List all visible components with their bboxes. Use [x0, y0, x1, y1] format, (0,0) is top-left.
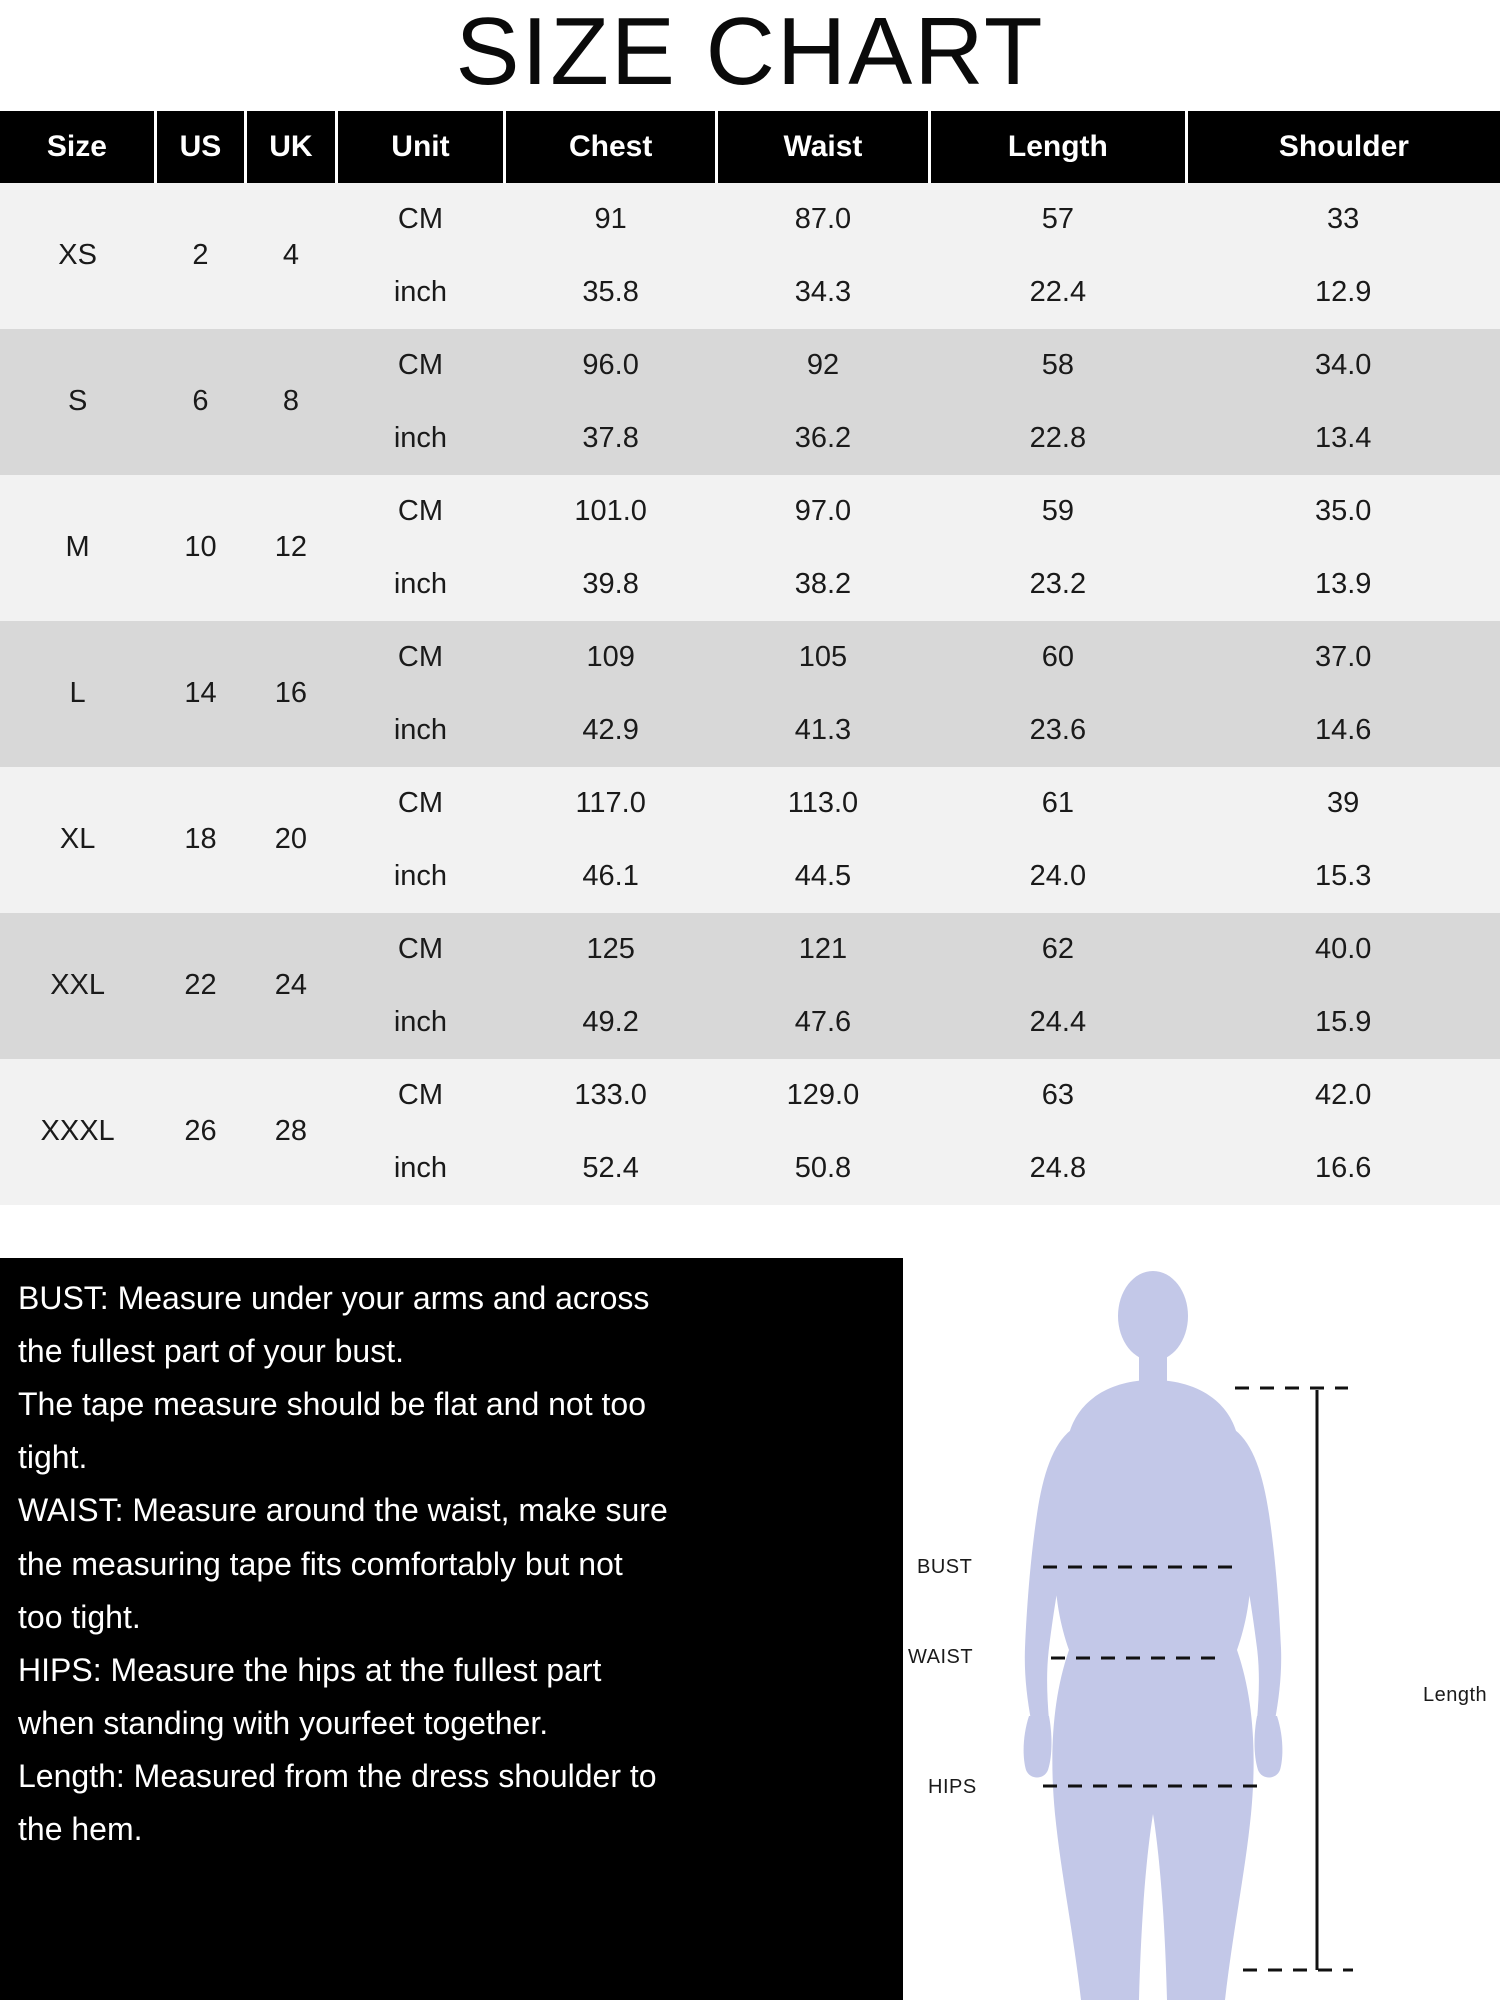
cell-size: XS	[0, 183, 155, 329]
cell-length: 23.2	[929, 548, 1186, 621]
cell-chest: 35.8	[505, 256, 717, 329]
cell-unit: inch	[336, 986, 505, 1059]
cell-waist: 97.0	[717, 475, 930, 548]
cell-length: 62	[929, 913, 1186, 986]
instruction-line: too tight.	[18, 1598, 141, 1635]
cell-uk: 8	[246, 329, 336, 475]
cell-waist: 44.5	[717, 840, 930, 913]
table-row	[0, 621, 1500, 694]
cell-length: 22.4	[929, 256, 1186, 329]
cell-waist: 113.0	[717, 767, 930, 840]
cell-unit: inch	[336, 840, 505, 913]
cell-us: 6	[155, 329, 245, 475]
cell-chest: 125	[505, 913, 717, 986]
cell-unit: CM	[336, 329, 505, 402]
table-row	[0, 913, 1500, 986]
cell-waist: 105	[717, 621, 930, 694]
waist-label: WAIST	[908, 1646, 974, 1668]
cell-length: 63	[929, 1059, 1186, 1132]
cell-shoulder: 15.9	[1186, 986, 1500, 1059]
cell-length: 58	[929, 329, 1186, 402]
column-header-unit: Unit	[336, 111, 505, 183]
cell-unit: CM	[336, 1059, 505, 1132]
cell-shoulder: 42.0	[1186, 1059, 1500, 1132]
table-row	[0, 475, 1500, 548]
table-header-row	[0, 111, 1500, 183]
measurement-instructions	[0, 1258, 903, 2000]
cell-length: 60	[929, 621, 1186, 694]
cell-waist: 38.2	[717, 548, 930, 621]
column-header-waist: Waist	[717, 111, 930, 183]
cell-unit: inch	[336, 548, 505, 621]
instruction-line: BUST: Measure under your arms and across	[18, 1280, 650, 1316]
cell-waist: 47.6	[717, 986, 930, 1059]
cell-shoulder: 12.9	[1186, 256, 1500, 329]
cell-chest: 46.1	[505, 840, 717, 913]
bust-label: BUST	[917, 1556, 973, 1578]
cell-shoulder: 37.0	[1186, 621, 1500, 694]
cell-length: 59	[929, 475, 1186, 548]
cell-length: 23.6	[929, 694, 1186, 767]
cell-chest: 96.0	[505, 329, 717, 402]
instruction-line: Length: Measured from the dress shoulder to	[18, 1757, 657, 1794]
cell-uk: 16	[246, 621, 336, 767]
cell-waist: 34.3	[717, 256, 930, 329]
cell-waist: 41.3	[717, 694, 930, 767]
cell-size: M	[0, 475, 155, 621]
cell-length: 24.0	[929, 840, 1186, 913]
cell-waist: 121	[717, 913, 930, 986]
cell-waist: 129.0	[717, 1059, 930, 1132]
size-chart-table	[0, 111, 1500, 1205]
cell-size: XXL	[0, 913, 155, 1059]
column-header-us: US	[155, 111, 245, 183]
instruction-line: the measuring tape fits comfortably but not	[18, 1545, 623, 1582]
cell-shoulder: 15.3	[1186, 840, 1500, 913]
cell-size: S	[0, 329, 155, 475]
measurement-diagram	[903, 1258, 1500, 2000]
instruction-line: HIPS: Measure the hips at the fullest part	[18, 1651, 602, 1688]
cell-uk: 24	[246, 913, 336, 1059]
page-title: SIZE CHART	[455, 0, 1045, 105]
cell-unit: inch	[336, 402, 505, 475]
cell-chest: 37.8	[505, 402, 717, 475]
female-body-figure-icon	[903, 1258, 1500, 2000]
cell-shoulder: 34.0	[1186, 329, 1500, 402]
cell-shoulder: 33	[1186, 183, 1500, 256]
bottom-section	[0, 1258, 1500, 2000]
cell-unit: inch	[336, 694, 505, 767]
cell-chest: 133.0	[505, 1059, 717, 1132]
cell-unit: CM	[336, 767, 505, 840]
cell-length: 57	[929, 183, 1186, 256]
column-header-length: Length	[929, 111, 1186, 183]
column-header-size: Size	[0, 111, 155, 183]
cell-us: 10	[155, 475, 245, 621]
instruction-line: tight.	[18, 1439, 88, 1476]
cell-chest: 52.4	[505, 1132, 717, 1205]
cell-us: 14	[155, 621, 245, 767]
cell-waist: 92	[717, 329, 930, 402]
column-header-uk: UK	[246, 111, 336, 183]
cell-size: XL	[0, 767, 155, 913]
cell-chest: 39.8	[505, 548, 717, 621]
cell-unit: CM	[336, 913, 505, 986]
cell-uk: 20	[246, 767, 336, 913]
cell-size: XXXL	[0, 1059, 155, 1205]
cell-unit: inch	[336, 256, 505, 329]
cell-shoulder: 13.4	[1186, 402, 1500, 475]
cell-shoulder: 40.0	[1186, 913, 1500, 986]
cell-length: 24.8	[929, 1132, 1186, 1205]
table-row	[0, 767, 1500, 840]
table-row	[0, 1059, 1500, 1132]
cell-us: 26	[155, 1059, 245, 1205]
cell-us: 18	[155, 767, 245, 913]
table-row	[0, 183, 1500, 256]
cell-waist: 36.2	[717, 402, 930, 475]
cell-length: 22.8	[929, 402, 1186, 475]
cell-size: L	[0, 621, 155, 767]
table-row	[0, 329, 1500, 402]
cell-shoulder: 13.9	[1186, 548, 1500, 621]
instruction-line: The tape measure should be flat and not too	[18, 1386, 646, 1423]
cell-unit: CM	[336, 621, 505, 694]
cell-length: 61	[929, 767, 1186, 840]
cell-shoulder: 16.6	[1186, 1132, 1500, 1205]
cell-chest: 109	[505, 621, 717, 694]
instruction-line: WAIST: Measure around the waist, make sure	[18, 1492, 668, 1529]
cell-uk: 12	[246, 475, 336, 621]
cell-waist: 50.8	[717, 1132, 930, 1205]
hips-label: HIPS	[928, 1776, 977, 1798]
cell-uk: 28	[246, 1059, 336, 1205]
cell-shoulder: 35.0	[1186, 475, 1500, 548]
cell-chest: 101.0	[505, 475, 717, 548]
cell-length: 24.4	[929, 986, 1186, 1059]
instruction-line: the fullest part of your bust.	[18, 1333, 404, 1370]
cell-chest: 49.2	[505, 986, 717, 1059]
instruction-line: when standing with yourfeet together.	[18, 1704, 549, 1741]
cell-shoulder: 39	[1186, 767, 1500, 840]
cell-shoulder: 14.6	[1186, 694, 1500, 767]
cell-uk: 4	[246, 183, 336, 329]
length-label: Length	[1423, 1684, 1488, 1706]
cell-us: 2	[155, 183, 245, 329]
cell-unit: inch	[336, 1132, 505, 1205]
cell-unit: CM	[336, 475, 505, 548]
cell-chest: 91	[505, 183, 717, 256]
column-header-chest: Chest	[505, 111, 717, 183]
instruction-line: the hem.	[18, 1811, 143, 1848]
cell-waist: 87.0	[717, 183, 930, 256]
cell-chest: 117.0	[505, 767, 717, 840]
cell-us: 22	[155, 913, 245, 1059]
column-header-shoulder: Shoulder	[1186, 111, 1500, 183]
cell-chest: 42.9	[505, 694, 717, 767]
cell-unit: CM	[336, 183, 505, 256]
